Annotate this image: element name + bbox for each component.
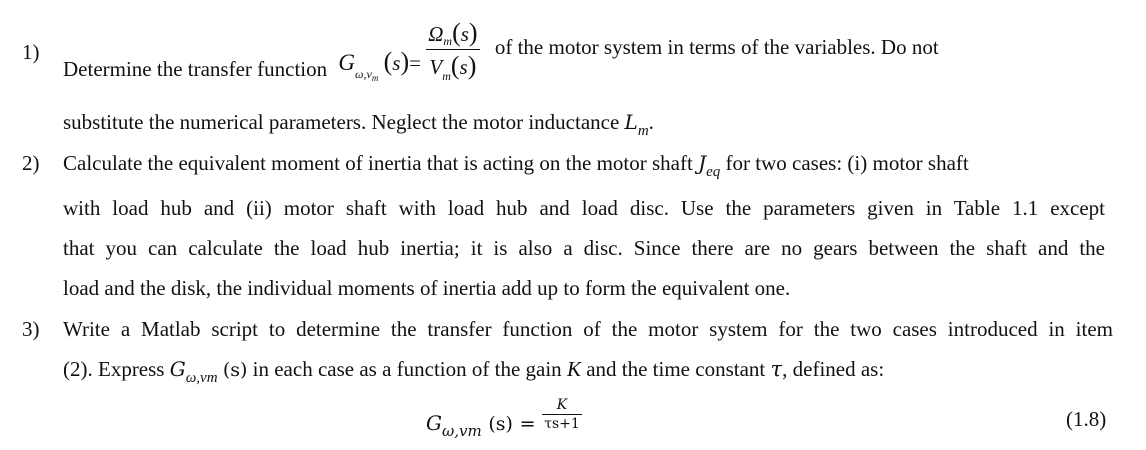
item-number-2: 2): [22, 151, 40, 175]
eq-fraction-bar: [542, 414, 582, 415]
k-symbol: K: [566, 357, 581, 381]
num-symbol: Ω: [428, 22, 444, 46]
g-arg: (s): [222, 359, 248, 381]
jeq-symbol: J: [698, 151, 707, 175]
item-2-line-2: with load hub and (ii) motor shaft with load hub and load disc. Use the parameters given in Table 1.1 except: [63, 196, 1105, 220]
tf-numerator: Ωm(s): [428, 18, 478, 48]
item-1-after: of the motor system in terms of the variables. Do not: [494, 35, 939, 60]
fraction-bar: [426, 49, 479, 50]
tf-subsubscript: m: [371, 73, 379, 84]
item-2-line-1: [63, 151, 969, 180]
den-symbol: V: [429, 55, 443, 79]
item-3-line-2: [63, 357, 885, 386]
item-number-3: 3): [22, 317, 40, 341]
den-sub: m: [442, 69, 451, 83]
item-3-line-2-mid: in each case as a function of the gain: [252, 357, 562, 381]
lm-period: .: [648, 110, 654, 134]
g-symbol: G: [169, 357, 186, 381]
item-3-line-1: Write a Matlab script to determine the transfer function of the motor system for the two cases introduced in item: [63, 317, 1113, 341]
tf-subscript: ω,v: [355, 67, 372, 82]
item-1-line-2: [63, 110, 654, 139]
tf-arg: s: [392, 51, 401, 76]
item-3-line-2-end: , defined as:: [782, 357, 885, 381]
item-2-line-3: that you can calculate the load hub inertia; it is also a disc. Since there are no gears between the shaft and the: [63, 236, 1105, 260]
lm-sub: m: [637, 123, 649, 139]
item-3-line-2-text: (2). Express: [63, 357, 165, 381]
eq-equals: =: [519, 413, 536, 435]
item-1-line-1: [63, 20, 1123, 83]
eq-lhs-sub: ω,vm: [441, 422, 482, 440]
lm-symbol: L: [624, 110, 638, 134]
item-2-line-1-text: Calculate the equivalent moment of inertia that is acting on the motor shaft: [63, 151, 693, 175]
tf-symbol: G: [338, 50, 356, 76]
item-2-line-4: load and the disk, the individual moments of inertia add up to form the equivalent one.: [63, 276, 791, 300]
eq-lhs-symbol: G: [426, 411, 442, 435]
tf-denominator: $V_m(s)$: [429, 51, 477, 83]
transfer-function-formula: $G_{\omega,vm}$ (s)=: [338, 47, 421, 84]
eq-lhs-arg: (s): [488, 413, 513, 435]
tau-symbol: τ: [770, 357, 783, 381]
eq-fraction: [542, 397, 582, 432]
g-sub: ω,vm: [185, 370, 218, 386]
item-1-line-2-text: substitute the numerical parameters. Neglect the motor inductance: [63, 110, 620, 134]
num-sub: m: [443, 34, 453, 48]
equation-label: (1.8): [1066, 407, 1107, 431]
item-3-line-2-mid2: and the time constant: [586, 357, 766, 381]
item-2-line-1-end: for two cases: (i) motor shaft: [725, 151, 969, 175]
tf-fraction: [426, 18, 479, 81]
equation-1-8: [426, 397, 582, 440]
item-number-1: 1): [22, 40, 40, 64]
eq-numerator: K: [556, 397, 568, 413]
item-1-intro: Determine the transfer function: [63, 57, 328, 82]
tf-equals: =: [409, 51, 421, 76]
jeq-sub: eq: [706, 164, 721, 180]
eq-denominator: τs+1: [544, 416, 580, 432]
